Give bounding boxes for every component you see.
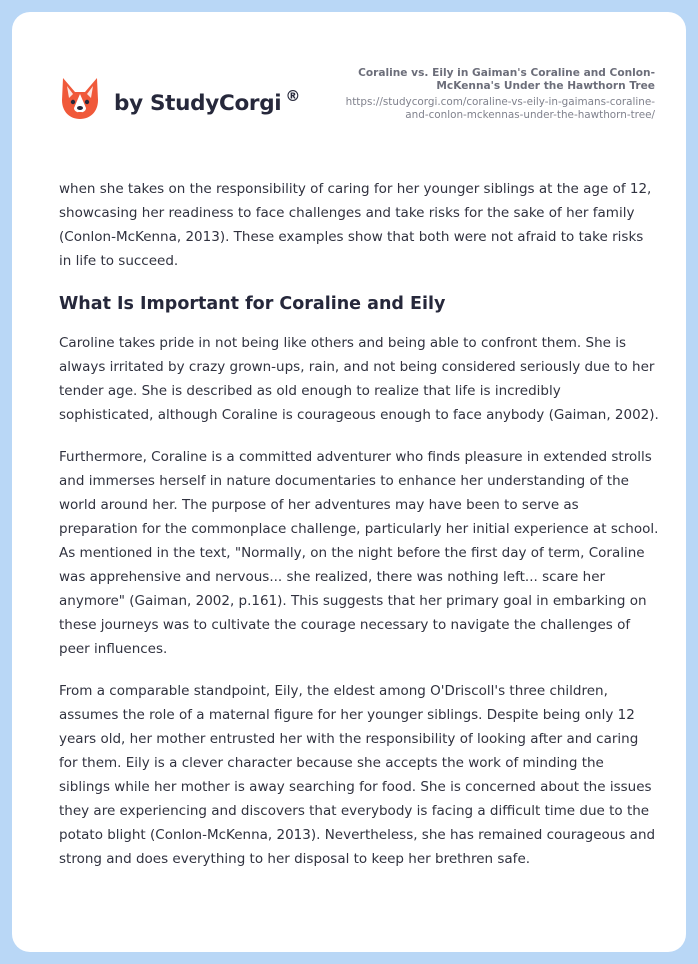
studycorgi-logo[interactable]	[60, 76, 300, 120]
brand-name: by StudyCorgi ®	[114, 86, 301, 116]
page-sheet	[12, 12, 686, 952]
document-title: Coraline vs. Eily in Gaiman's Coraline and Conlon-McKenna's Under the Hawthorn Tree	[358, 67, 655, 92]
paragraph: From a comparable standpoint, Eily, the eldest among O'Driscoll's three children, assumes the role of a maternal figure for her younger siblings. Despite being only 12 years old, her mother entrusted her with the responsibility of looking after and caring for them. Eily is a clever character because she accepts the work of minding the siblings while her mother is away searching for food. She is concerned about the issues they are experiencing and discovers that everybody is facing a difficult time due to the potato blight (Conlon-McKenna, 2013). Nevertheless, she has remained courageous and strong and does everything to her disposal to keep her brethren safe.	[59, 683, 656, 867]
document-meta	[325, 67, 655, 122]
intro-paragraph: when she takes on the responsibility of caring for her younger siblings at the age of 12, showcasing her readiness to face challenges and take risks for the sake of her family (Conlon-McKenna, 2013). These examples show that both were not afraid to take risks in life to succeed.	[59, 181, 652, 269]
document-url[interactable]: https://studycorgi.com/coraline-vs-eily-in-gaimans-coraline-and-conlon-mckennas-under-the-hawthorn-tree/	[345, 96, 655, 121]
registered-mark: ®	[285, 86, 301, 105]
corgi-icon	[60, 76, 100, 120]
article-body	[59, 177, 659, 889]
paragraph: Furthermore, Coraline is a committed adventurer who finds pleasure in extended strolls and immerses herself in nature documentaries to enhance her understanding of the world around her. The purpose of her adventures may have been to serve as preparation for the commonplace challenge, particularly her initial experience at school. As mentioned in the text, "Normally, on the night before the first day of term, Coraline was apprehensive and nervous... she realized, there was nothing left... scare her anymore" (Gaiman, 2002, p.161). This suggests that her primary goal in embarking on these journeys was to cultivate the courage necessary to navigate the challenges of peer influences.	[59, 449, 659, 657]
section-heading: What Is Important for Coraline and Eily	[59, 294, 446, 314]
paragraph: Caroline takes pride in not being like others and being able to confront them. She is always irritated by crazy grown-ups, rain, and not being considered seriously due to her tender age. She is described as old enough to realize that life is incredibly sophisticated, although Coraline is courageous enough to face anybody (Gaiman, 2002).	[59, 335, 659, 423]
